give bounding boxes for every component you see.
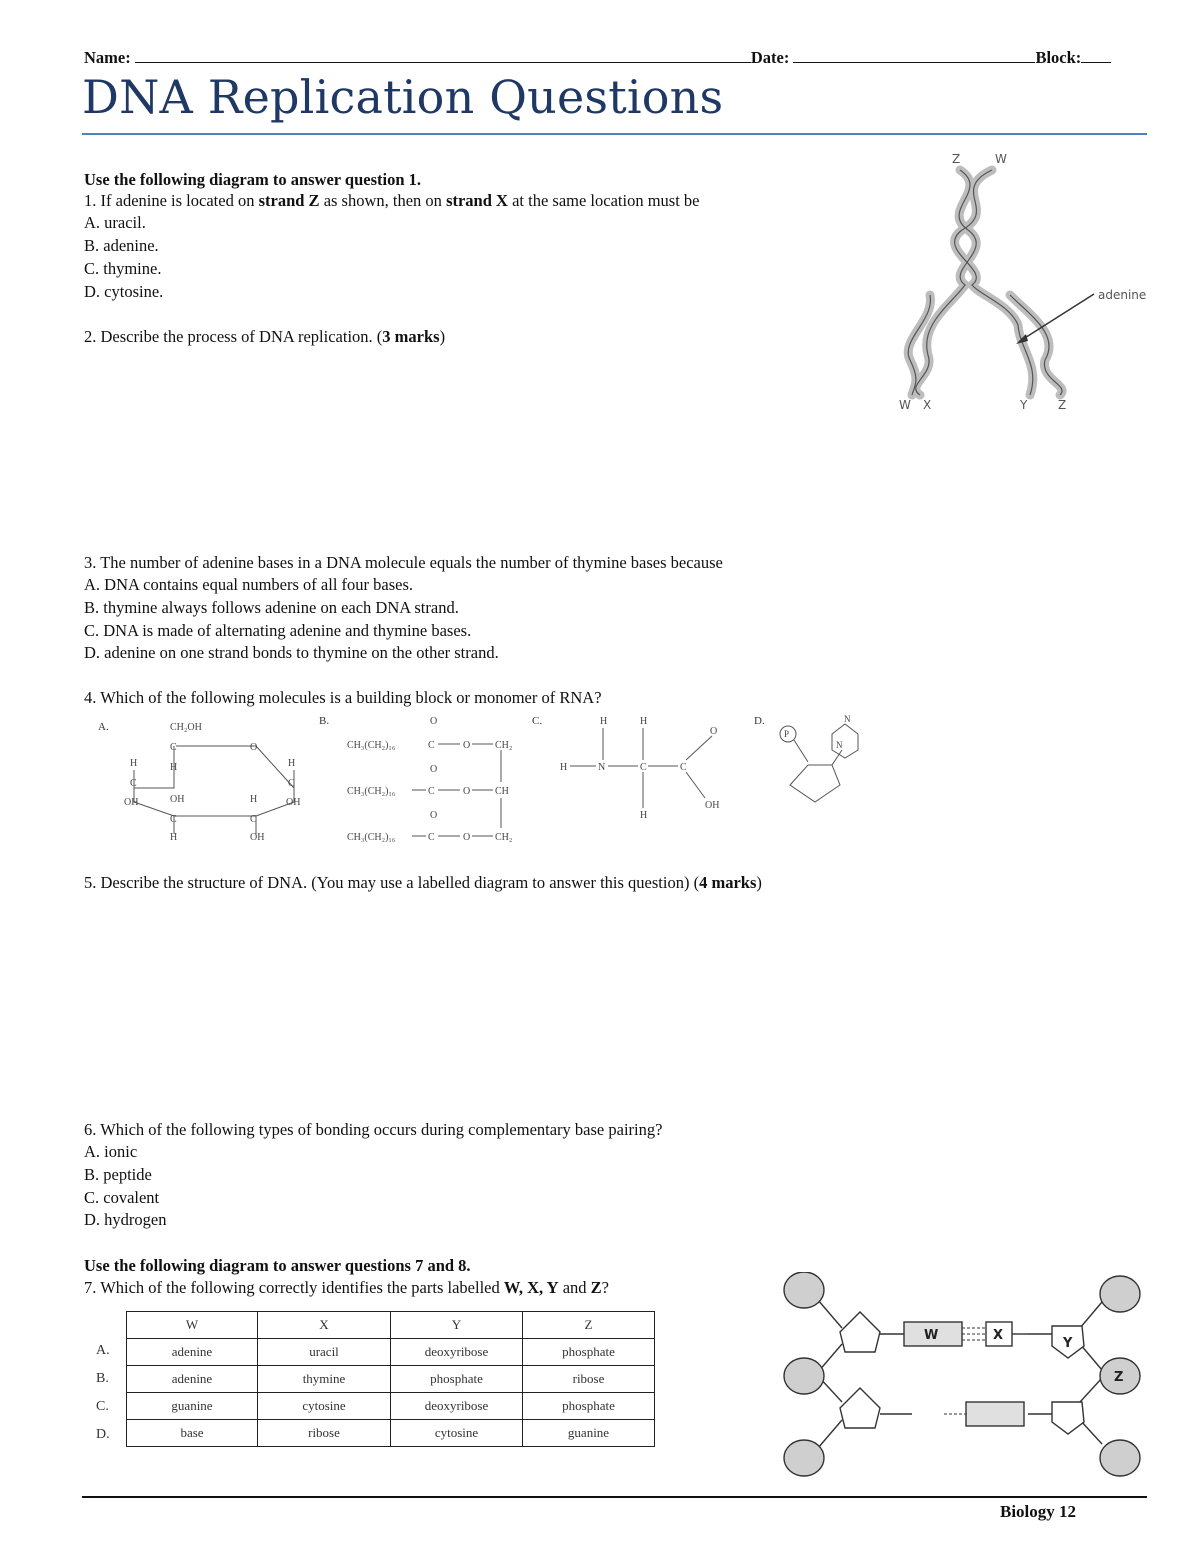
q6-option-b: B. peptide [84,1165,152,1184]
sugar-pentagon-left-bottom [840,1388,880,1428]
svg-text:H: H [170,832,178,843]
q1-stem-middle: as shown, then on [323,191,442,210]
diagram-label-x-bottom: X [923,398,932,412]
title-rule [82,133,1147,135]
table-cell: thymine [258,1366,391,1393]
phosphate-circle [1100,1440,1140,1476]
q1-option-d: D. cytosine. [84,282,164,301]
table-cell: cytosine [258,1393,391,1420]
q5-text: 5. Describe the structure of DNA. (You may use a labelled diagram to answer this question) ( [84,873,700,892]
diagram-label-w: W [924,1328,939,1343]
q1-strand-z: strand Z [258,191,320,210]
table-header-w: W [127,1312,258,1339]
svg-text:OH: OH [250,832,265,843]
block-blank[interactable] [1081,48,1111,63]
svg-text:CH: CH [495,786,509,797]
q1-strand-x: strand X [446,191,508,210]
svg-text:O: O [430,764,438,775]
table-cell: ribose [258,1420,391,1447]
svg-text:P: P [784,729,790,739]
molecule-b-triglyceride [347,716,512,843]
block-label: Block: [1035,48,1082,67]
table-header-row [127,1312,655,1339]
q1-stem [84,190,699,212]
svg-text:N: N [598,762,606,773]
name-label: Name: [84,48,131,67]
table-row [127,1339,655,1366]
table-cell: guanine [127,1393,258,1420]
table-header-x: X [258,1312,391,1339]
q7-row-label-d: D. [96,1427,110,1442]
q2-marks: 3 marks [382,327,440,346]
base-bottom-box [966,1402,1024,1426]
q3-option-b: B. thymine always follows adenine on each DNA strand. [84,598,459,617]
page-title: DNA Replication Questions [82,70,724,124]
q3-option-a: A. DNA contains equal numbers of all four bases. [84,575,414,594]
diagram-label-z-bottom: Z [1058,398,1067,412]
table-cell: phosphate [391,1366,523,1393]
table-cell: phosphate [523,1339,655,1366]
q7-row-label-b: B. [96,1371,109,1386]
diagram-label-y-bottom: Y [1020,398,1028,412]
q4-letter-b: B. [319,715,330,727]
q3-stem: 3. The number of adenine bases in a DNA molecule equals the number of thymine bases because [84,553,723,572]
q1-instruction: Use the following diagram to answer question 1. [84,170,422,189]
phosphate-circle [784,1440,824,1476]
q4-letter-a: A. [98,721,109,733]
svg-text:CH₂: CH₂ [495,832,513,843]
date-blank[interactable] [793,48,1035,63]
diagram-label-z-top: Z [952,152,961,166]
replication-fork-diagram [880,145,1170,420]
svg-text:CH₂: CH₂ [495,740,513,751]
q7-answer-table [126,1311,655,1447]
table-cell: base [127,1420,258,1447]
q7-row-label-a: A. [96,1343,110,1358]
table-cell: adenine [127,1366,258,1393]
svg-text:C: C [288,778,295,789]
q1-stem-prefix: 1. If adenine is located on [84,191,255,210]
svg-text:CH₃(CH₂)₁₆: CH₃(CH₂)₁₆ [347,740,396,751]
table-cell: deoxyribose [391,1339,523,1366]
svg-text:C: C [640,762,647,773]
svg-text:H: H [250,794,258,805]
molecule-c-amino-acid [560,716,719,821]
q4-letter-c: C. [532,715,543,727]
q7-row-labels [96,1337,110,1449]
molecule-d-nucleotide [780,724,858,802]
q5-close: ) [756,873,762,892]
q7-stem-letters: W, X, Y [503,1278,559,1297]
q7-stem-z: Z [590,1278,602,1297]
table-cell: uracil [258,1339,391,1366]
q7-instruction: Use the following diagram to answer questions 7 and 8. [84,1256,471,1275]
diagram-label-w-bottom: W [899,398,911,412]
diagram-label-y: Y [1063,1336,1073,1351]
q1-option-a: A. uracil. [84,213,146,232]
svg-text:C: C [428,740,435,751]
table-cell: adenine [127,1339,258,1366]
table-cell: guanine [523,1420,655,1447]
molecule-options-figure [90,710,890,850]
q1-stem-suffix: at the same location must be [512,191,700,210]
svg-text:OH: OH [705,800,720,811]
svg-text:O: O [463,832,471,843]
svg-text:OH: OH [286,797,301,808]
table-row [127,1393,655,1420]
svg-text:H: H [170,762,178,773]
q7-row-label-c: C. [96,1399,109,1414]
molecule-a-glucose [134,746,294,834]
q1-option-c: C. thymine. [84,259,162,278]
svg-text:H: H [560,762,568,773]
svg-text:H: H [640,810,648,821]
svg-text:C: C [428,832,435,843]
header-line [84,48,1146,68]
phosphate-circle [1100,1276,1140,1312]
svg-text:H: H [130,758,138,769]
table-cell: deoxyribose [391,1393,523,1420]
sugar-pentagon-left-top [840,1312,880,1352]
q5-marks: 4 marks [699,873,757,892]
svg-text:H: H [288,758,296,769]
table-cell: cytosine [391,1420,523,1447]
diagram-label-x: X [993,1328,1004,1343]
svg-text:O: O [463,740,471,751]
phosphate-circle [784,1358,824,1394]
nucleotide-pair-diagram [780,1272,1150,1482]
table-header-y: Y [391,1312,523,1339]
svg-text:C: C [428,786,435,797]
svg-text:OH: OH [124,797,139,808]
svg-text:OH: OH [170,794,185,805]
diagram-label-w-top: W [995,152,1007,166]
svg-text:C: C [170,814,177,825]
svg-text:H: H [640,716,648,727]
svg-text:CH₃(CH₂)₁₆: CH₃(CH₂)₁₆ [347,832,396,843]
q2-close: ) [439,327,446,346]
svg-text:C: C [130,778,137,789]
q2-text: 2. Describe the process of DNA replication. ( [84,327,383,346]
q6-option-c: C. covalent [84,1188,160,1207]
diagram-label-adenine: adenine [1098,288,1147,302]
q7-stem-suffix: ? [601,1278,609,1297]
date-label: Date: [750,48,790,67]
svg-text:C: C [250,814,257,825]
svg-text:O: O [710,726,718,737]
svg-text:C: C [680,762,687,773]
q4-stem: 4. Which of the following molecules is a building block or monomer of RNA? [84,688,602,707]
q7-stem-prefix: 7. Which of the following correctly identifies the parts labelled [84,1278,500,1297]
q6-stem: 6. Which of the following types of bonding occurs during complementary base pairing? [84,1120,663,1139]
name-blank[interactable] [135,48,751,63]
sugar-pentagon-right-bottom [1052,1402,1084,1434]
svg-text:O: O [430,810,438,821]
q5-stem [84,872,762,894]
svg-text:CH₂OH: CH₂OH [170,722,202,733]
q7-stem [84,1277,609,1299]
footer-rule [82,1496,1147,1498]
svg-text:O: O [250,742,258,753]
q3-option-c: C. DNA is made of alternating adenine and thymine bases. [84,621,472,640]
svg-text:CH₃(CH₂)₁₆: CH₃(CH₂)₁₆ [347,786,396,797]
q7-stem-and: and [562,1278,587,1297]
svg-text:H: H [600,716,608,727]
q6-option-d: D. hydrogen [84,1210,167,1229]
table-cell: ribose [523,1366,655,1393]
phosphate-circle [784,1272,824,1308]
footer-course: Biology 12 [1000,1502,1077,1521]
table-cell: phosphate [523,1393,655,1420]
q4-letter-d: D. [754,715,765,727]
svg-text:O: O [430,716,438,727]
svg-text:N: N [844,714,851,724]
table-header-z: Z [523,1312,655,1339]
q2-stem [84,326,445,348]
q6-option-a: A. ionic [84,1142,138,1161]
q1-option-b: B. adenine. [84,236,159,255]
svg-text:C: C [170,742,177,753]
table-row [127,1420,655,1447]
diagram-label-z: Z [1114,1370,1124,1385]
table-row [127,1366,655,1393]
q3-option-d: D. adenine on one strand bonds to thymine on the other strand. [84,643,499,662]
svg-text:O: O [463,786,471,797]
svg-text:N: N [836,740,843,750]
